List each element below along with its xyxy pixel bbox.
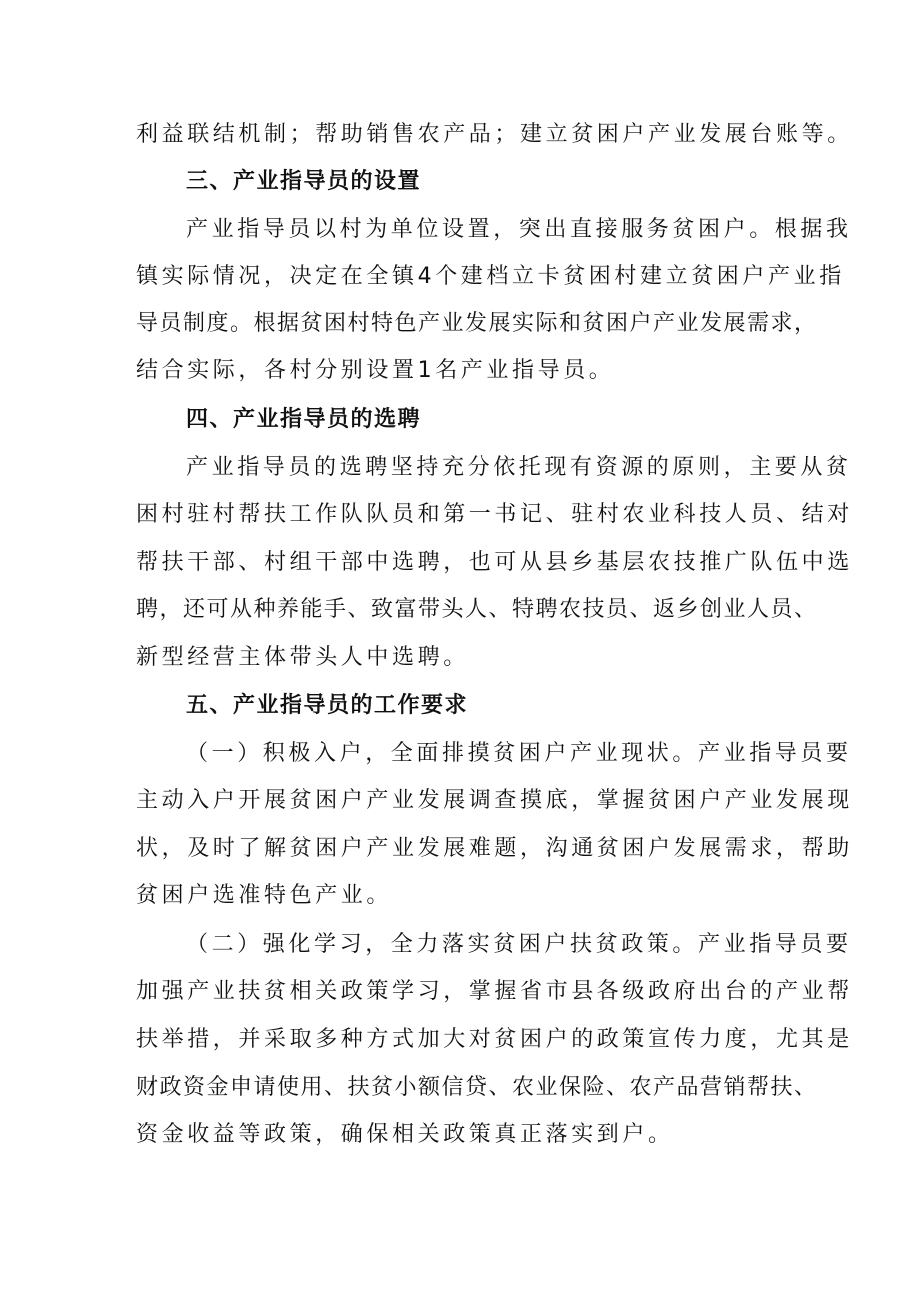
- paragraph-line: 新型经营主体带头人中选聘。: [136, 645, 469, 670]
- paragraph-line: 财政资金申请使用、扶贫小额信贷、农业保险、农产品营销帮扶、: [136, 1075, 816, 1100]
- section-heading-3: 三、产业指导员的设置: [186, 169, 422, 194]
- paragraph-line: 产业指导员的选聘坚持充分依托现有资源的原则，主要从贫: [186, 455, 852, 480]
- paragraph-line: 贫困户选准特色产业。: [136, 883, 393, 908]
- paragraph-line: 镇实际情况，决定在全镇4个建档立卡贫困村建立贫困户产业指: [136, 264, 845, 289]
- paragraph-line: （二）强化学习，全力落实贫困户扶贫政策。产业指导员要: [186, 932, 852, 957]
- paragraph-line: 利益联结机制；帮助销售农产品；建立贫困户产业发展台账等。: [136, 122, 853, 147]
- paragraph-line: 状，及时了解贫困户产业发展难题，沟通贫困户发展需求，帮助: [136, 836, 853, 861]
- paragraph-line: 帮扶干部、村组干部中选聘，也可从县乡基层农技推广队伍中选: [136, 550, 853, 575]
- section-heading-5: 五、产业指导员的工作要求: [186, 693, 469, 718]
- paragraph-line: （一）积极入户，全面排摸贫困户产业现状。产业指导员要: [186, 741, 852, 766]
- paragraph-line: 结合实际，各村分别设置1名产业指导员。: [136, 358, 615, 383]
- paragraph-line: 导员制度。根据贫困村特色产业发展实际和贫困户产业发展需求，: [136, 311, 816, 336]
- paragraph-line: 困村驻村帮扶工作队队员和第一书记、驻村农业科技人员、结对: [136, 502, 853, 527]
- paragraph-line: 聘，还可从种养能手、致富带头人、特聘农技员、返乡创业人员、: [136, 597, 816, 622]
- paragraph-line: 加强产业扶贫相关政策学习，掌握省市县各级政府出台的产业帮: [136, 979, 853, 1004]
- paragraph-line: 主动入户开展贫困户产业发展调查摸底，掌握贫困户产业发展现: [136, 788, 853, 813]
- section-heading-4: 四、产业指导员的选聘: [186, 407, 422, 432]
- paragraph-line: 资金收益等政策，确保相关政策真正落实到户。: [136, 1122, 674, 1147]
- paragraph-line: 扶举措，并采取多种方式加大对贫困户的政策宣传力度，尤其是: [136, 1027, 853, 1052]
- paragraph-line: 产业指导员以村为单位设置，突出直接服务贫困户。根据我: [186, 217, 852, 242]
